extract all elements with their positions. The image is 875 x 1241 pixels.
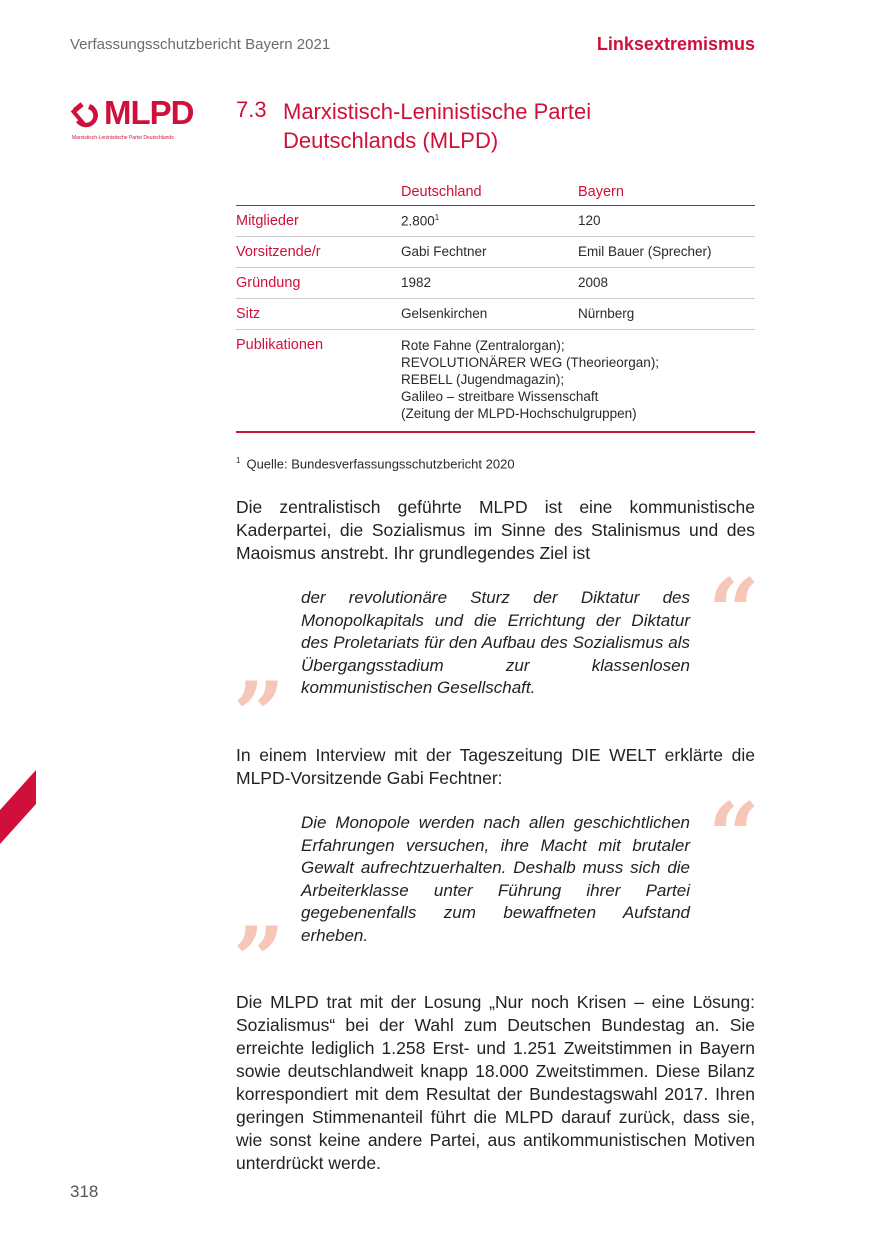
- row-label: Vorsitzende/r: [236, 237, 401, 268]
- footnote-text: Quelle: Bundesverfassungsschutzbericht 2020: [246, 456, 515, 472]
- cell-bavaria: 120: [578, 206, 755, 237]
- publication-line: Rote Fahne (Zentralorgan);: [401, 338, 565, 353]
- paragraph-intro: Die zentralistisch geführte MLPD ist eine kommunistische Kaderpartei, die Sozialismus im Sinne des Stalinismus und des Maoismus anstrebt. Ihr grundlegendes Ziel ist: [236, 497, 755, 563]
- table-header-blank: [236, 180, 401, 206]
- row-label: Publikationen: [236, 330, 401, 433]
- table-header-germany: Deutschland: [401, 180, 578, 206]
- logo-text: MLPD: [104, 94, 194, 131]
- section-title-line2: Deutschlands (MLPD): [283, 128, 499, 153]
- mlpd-logo: [70, 94, 210, 145]
- section-number: 7.3: [236, 97, 267, 122]
- close-quote-icon: ”: [233, 907, 285, 1013]
- cell-publications: [401, 330, 755, 433]
- paragraph-election: Die MLPD trat mit der Losung „Nur noch Krisen – eine Lösung: Sozialismus“ bei der Wahl zum Deutschen Bundestag an. Sie erreichte lediglich 1.258 Erst- und 1.251 Zweitstimmen in Bayern sowie deutschlandweit knapp 18.000 Zweitstimmen. Diese Bilanz korrespondiert mit dem Resultat der Bundestagswahl 2017. Ihren geringen Stimmenanteil führt die MLPD darauf zurück, dass sie, wie sonst keine andere Partei, aus antikommunistischen Motiven unterdrückt werde.: [236, 992, 755, 1173]
- cell-germany: 1982: [401, 268, 578, 299]
- cell-germany: Gabi Fechtner: [401, 237, 578, 268]
- table-row: [236, 237, 755, 268]
- table-row: [236, 330, 755, 433]
- close-quote-icon: ”: [233, 662, 285, 768]
- table-row: [236, 268, 755, 299]
- footnote-marker: 1: [236, 456, 241, 465]
- open-quote-icon: “: [708, 559, 760, 665]
- paragraph-interview: In einem Interview mit der Tageszeitung DIE WELT erklärte die MLPD-Vorsitzende Gabi Fechtner:: [236, 745, 755, 788]
- chapter-tab-marker: [0, 770, 36, 844]
- publication-line: REVOLUTIONÄRER WEG (Theorieorgan);: [401, 355, 660, 370]
- cell-germany: 2.800$^1$: [401, 206, 578, 237]
- publication-line: Galileo – streitbare Wissenschaft: [401, 389, 599, 404]
- report-title: Verfassungsschutzbericht Bayern 2021: [70, 36, 331, 53]
- table-header-bavaria: Bayern: [578, 180, 755, 206]
- logo-subtitle: Marxistisch-Leninistische Partei Deutschlands: [72, 135, 174, 141]
- publication-line: (Zeitung der MLPD-Hochschulgruppen): [401, 406, 637, 421]
- cell-bavaria: Emil Bauer (Sprecher): [578, 237, 755, 268]
- quote-block-1: der revolutionäre Sturz der Diktatur des Monopolkapitals und die Errichtung der Diktatur des Proletariats für den Aufbau des Sozialismus als Übergangsstadium zur klassenlosen kommunistischen Gesellschaft.: [301, 588, 690, 697]
- page-number: 318: [70, 1182, 99, 1201]
- table-row: [236, 206, 755, 237]
- footnote: [236, 456, 515, 471]
- table-header-row: [236, 180, 755, 206]
- chapter-title: Linksextremismus: [596, 34, 755, 54]
- footnote-ref: 1: [434, 213, 440, 222]
- facts-table: [236, 180, 755, 433]
- cell-bavaria: Nürnberg: [578, 299, 755, 330]
- quote-block-2: Die Monopole werden nach allen geschichtlichen Erfahrungen versuchen, ihre Macht mit brutaler Gewalt aufrechtzuerhalten. Deshalb muss sich die Arbeiterklasse unter Führung ihrer Partei gegebenenfalls zum bewaffneten Aufstand erheben.: [301, 813, 690, 945]
- cell-germany: Gelsenkirchen: [401, 299, 578, 330]
- section-title-line1: Marxistisch-Leninistische Partei: [283, 99, 592, 124]
- table-row: [236, 299, 755, 330]
- section-title: [283, 97, 703, 155]
- publication-line: REBELL (Jugendmagazin);: [401, 372, 565, 387]
- open-quote-icon: “: [708, 783, 760, 889]
- cell-bavaria: 2008: [578, 268, 755, 299]
- row-label: Sitz: [236, 299, 401, 330]
- row-label: Gründung: [236, 268, 401, 299]
- row-label: Mitglieder: [236, 206, 401, 237]
- hammer-sickle-icon: [70, 100, 102, 132]
